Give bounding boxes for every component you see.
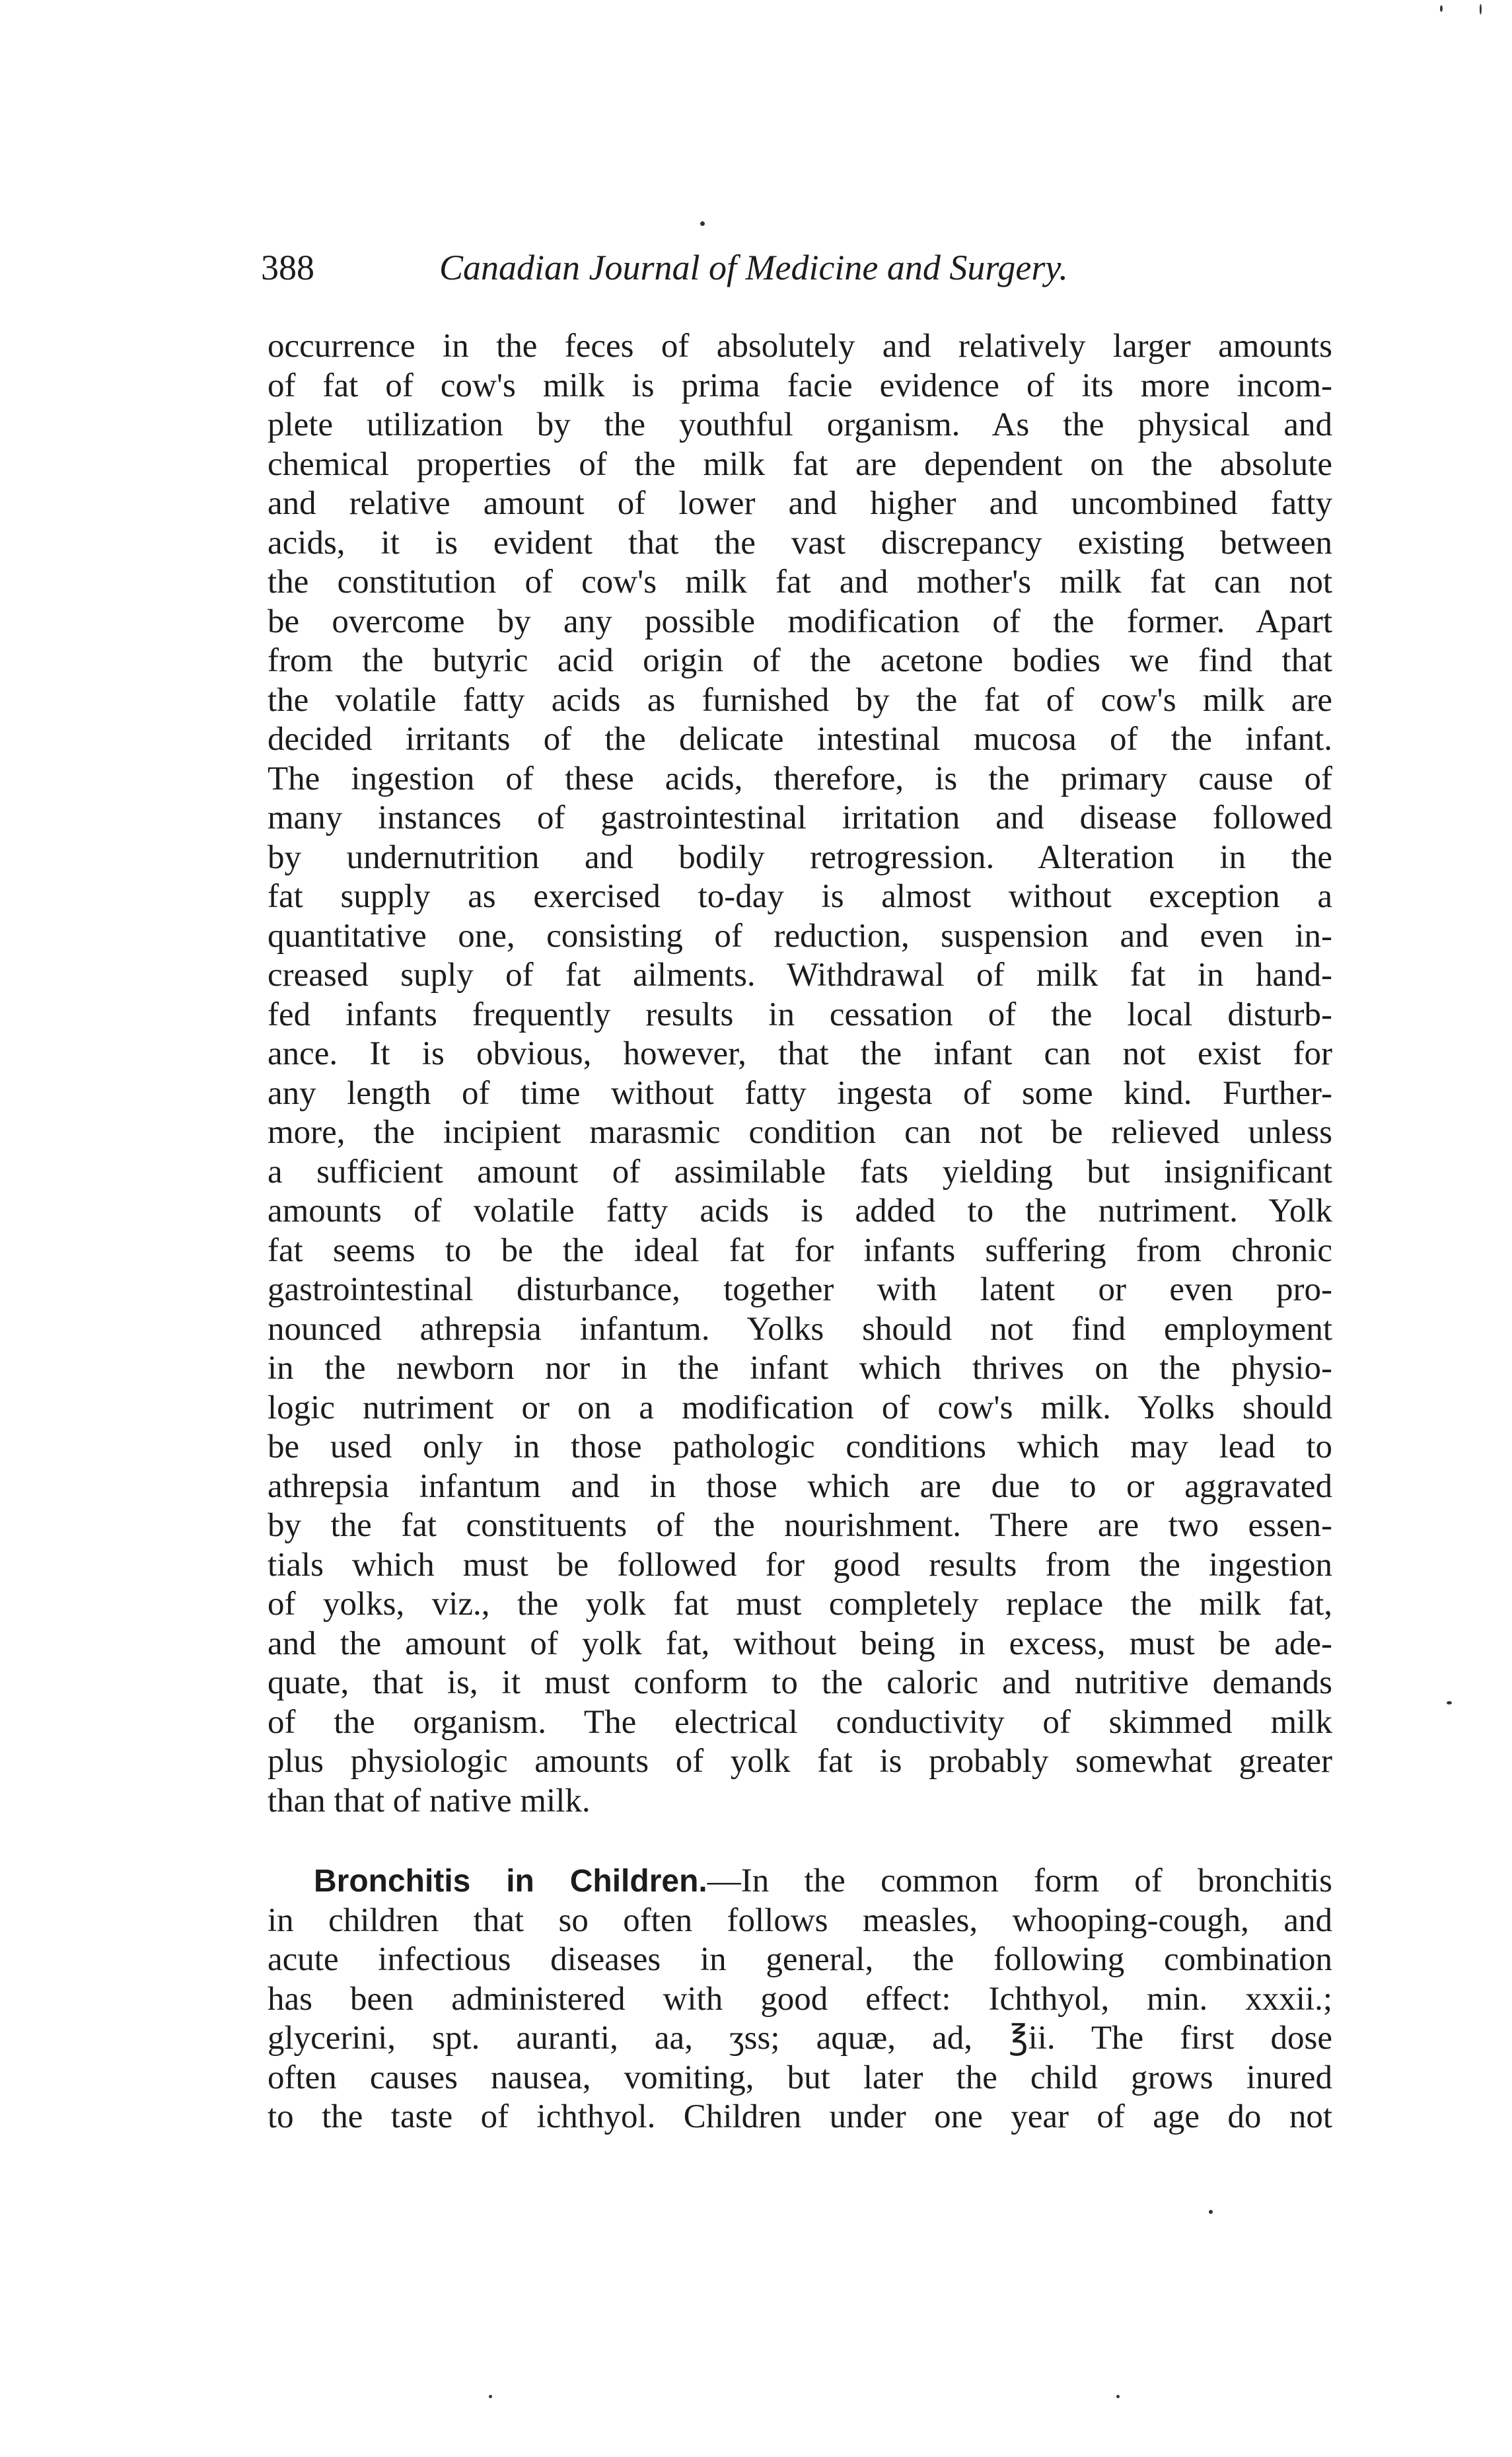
text-line: of yolks, viz., the yolk fat must completely replace the milk fat, bbox=[268, 1586, 1332, 1623]
text-line: in children that so often follows measles, whooping-cough, and bbox=[268, 1901, 1332, 1939]
text-line: amounts of volatile fatty acids is added to the nutriment. Yolk bbox=[268, 1192, 1332, 1229]
text-line: gastrointestinal disturbance, together with latent or even pro- bbox=[268, 1271, 1332, 1308]
scan-speck bbox=[1440, 5, 1443, 12]
scan-speck bbox=[489, 2395, 492, 2398]
paragraph-fat-utilization bbox=[268, 327, 1332, 1821]
text-line: acids, it is evident that the vast discrepancy existing between bbox=[268, 524, 1332, 562]
text-line: more, the incipient marasmic condition can not be relieved unless bbox=[268, 1114, 1332, 1151]
text-line: fat seems to be the ideal fat for infants suffering from chronic bbox=[268, 1231, 1332, 1269]
text-line: fat supply as exercised to-day is almost without exception a bbox=[268, 878, 1332, 915]
scan-speck bbox=[1480, 4, 1482, 15]
text-line: athrepsia infantum and in those which are due to or aggravated bbox=[268, 1467, 1332, 1505]
scan-speck bbox=[1447, 1701, 1452, 1705]
text-line: of the organism. The electrical conductivity of skimmed milk bbox=[268, 1703, 1332, 1741]
text-line: the constitution of cow's milk fat and mother's milk fat can not bbox=[268, 564, 1332, 601]
text-line: often causes nausea, vomiting, but later the child grows inured bbox=[268, 2059, 1332, 2096]
text-line: glycerini, spt. auranti, aa, ʒss; aquæ, ad, ℥ii. The first dose bbox=[268, 2020, 1332, 2057]
text-line: in the newborn nor in the infant which thrives on the physio- bbox=[268, 1350, 1332, 1387]
text-line: of fat of cow's milk is prima facie evidence of its more incom- bbox=[268, 367, 1332, 404]
text-line: be used only in those pathologic conditions which may lead to bbox=[268, 1428, 1332, 1465]
text-line: The ingestion of these acids, therefore, is the primary cause of bbox=[268, 760, 1332, 797]
page-header bbox=[261, 244, 1219, 291]
heading-continuation: —In the common form of bronchitis bbox=[707, 1862, 1333, 1899]
text-line: decided irritants of the delicate intestinal mucosa of the infant. bbox=[268, 721, 1332, 758]
text-line: the volatile fatty acids as furnished by the fat of cow's milk are bbox=[268, 681, 1332, 719]
text-line: acute infectious diseases in general, the following combination bbox=[268, 1941, 1332, 1978]
text-line: plus physiologic amounts of yolk fat is probably somewhat greater bbox=[268, 1743, 1332, 1780]
text-line: be overcome by any possible modification of the former. Apart bbox=[268, 603, 1332, 640]
paragraph-spacer bbox=[268, 1821, 1332, 1862]
text-line: creased suply of fat ailments. Withdrawal of milk fat in hand- bbox=[268, 957, 1332, 994]
scan-speck bbox=[700, 221, 705, 226]
text-line: nounced athrepsia infantum. Yolks should not find employment bbox=[268, 1310, 1332, 1348]
text-line: logic nutriment or on a modification of cow's milk. Yolks should bbox=[268, 1389, 1332, 1426]
text-line: chemical properties of the milk fat are dependent on the absolute bbox=[268, 445, 1332, 483]
scan-speck bbox=[1209, 2210, 1213, 2214]
section-heading: Bronchitis in Children. bbox=[314, 1864, 707, 1899]
paragraph-bronchitis bbox=[268, 1862, 1332, 2137]
text-line: occurrence in the feces of absolutely and relatively larger amounts bbox=[268, 328, 1332, 365]
text-line: ance. It is obvious, however, that the infant can not exist for bbox=[268, 1035, 1332, 1072]
text-line: has been administered with good effect: Ichthyol, min. xxxii.; bbox=[268, 1980, 1332, 2018]
text-line: and relative amount of lower and higher and uncombined fatty bbox=[268, 485, 1332, 522]
text-line: by the fat constituents of the nourishment. There are two essen- bbox=[268, 1507, 1332, 1544]
text-line: by undernutrition and bodily retrogression. Alteration in the bbox=[268, 838, 1332, 876]
page-number: 388 bbox=[261, 248, 314, 287]
text-line: tials which must be followed for good results from the ingestion bbox=[268, 1546, 1332, 1584]
text-line: from the butyric acid origin of the acetone bodies we find that bbox=[268, 642, 1332, 679]
text-line: any length of time without fatty ingesta of some kind. Further- bbox=[268, 1074, 1332, 1112]
text-line: a sufficient amount of assimilable fats yielding but insignificant bbox=[268, 1153, 1332, 1191]
text-line: and the amount of yolk fat, without being in excess, must be ade- bbox=[268, 1625, 1332, 1662]
text-line: plete utilization by the youthful organism. As the physical and bbox=[268, 406, 1332, 443]
text-line: quantitative one, consisting of reduction, suspension and even in- bbox=[268, 917, 1332, 955]
text-line bbox=[268, 1862, 1332, 1901]
body-text bbox=[268, 327, 1332, 2137]
text-line: than that of native milk. bbox=[268, 1782, 591, 1819]
text-line: many instances of gastrointestinal irritation and disease followed bbox=[268, 799, 1332, 836]
text-line: quate, that is, it must conform to the caloric and nutritive demands bbox=[268, 1664, 1332, 1701]
text-line: fed infants frequently results in cessation of the local disturb- bbox=[268, 996, 1332, 1033]
text-line: to the taste of ichthyol. Children under one year of age do not bbox=[268, 2098, 1332, 2135]
running-title: Canadian Journal of Medicine and Surgery. bbox=[439, 248, 1068, 287]
scan-speck bbox=[1116, 2395, 1120, 2398]
